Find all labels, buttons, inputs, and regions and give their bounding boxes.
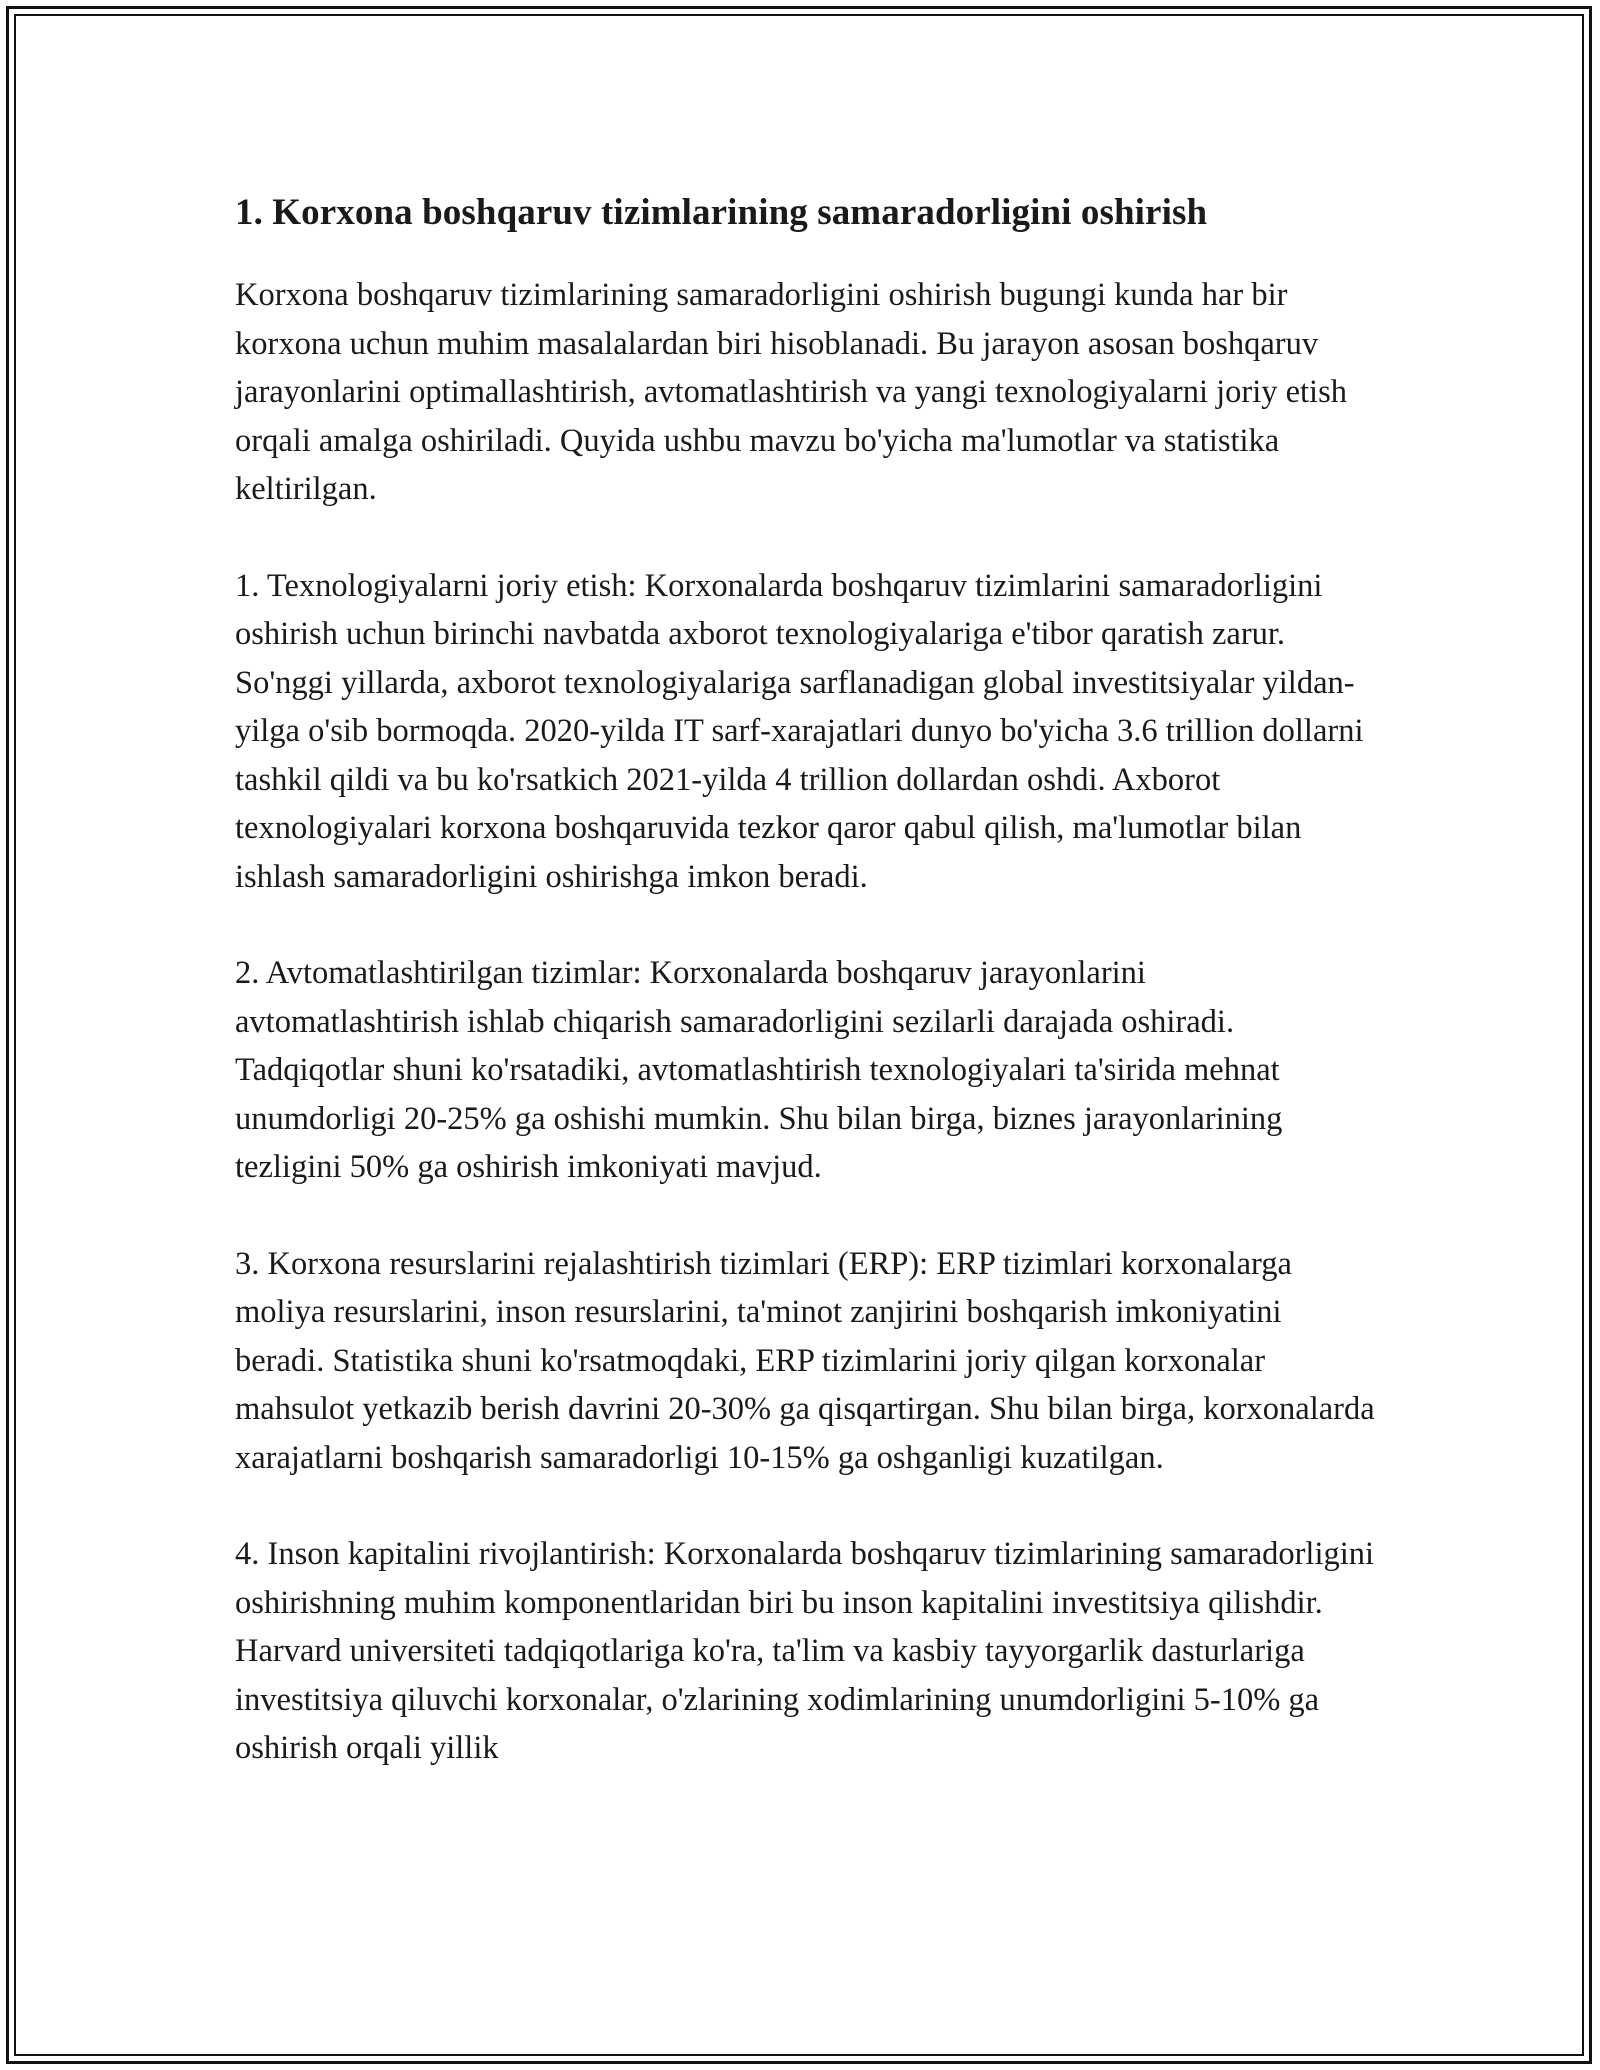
paragraph-human-capital: 4. Inson kapitalini rivojlantirish: Korxonalarda boshqaruv tizimlarining samaradorligini oshirishning muhim komponentlaridan biri bu inson kapitalini investitsiya qilishdir. Harvard universiteti tadqiqotlariga ko'ra, ta'lim va kasbiy tayyorgarlik dasturlariga investitsiya qiluvchi korxonalar, o'zlarining xodimlarining unumdorligini 5-10% ga oshirish orqali yillik [235, 1536, 1375, 1766]
paragraph-automation: 2. Avtomatlashtirilgan tizimlar: Korxonalarda boshqaruv jarayonlarini avtomatlashtirish ishlab chiqarish samaradorligini sezilarli darajada oshiradi. Tadqiqotlar shuni ko'rsatadiki, avtomatlashtirish texnologiyalari ta'sirida mehnat unumdorligi 20-25% ga oshishi mumkin. Shu bilan birga, biznes jarayonlarining tezligini 50% ga oshirish imkoniyati mavjud. [235, 955, 1283, 1185]
section-heading: 1. Korxona boshqaruv tizimlarining samaradorligini oshirish [235, 192, 1208, 233]
paragraph-erp: 3. Korxona resurslarini rejalashtirish tizimlari (ERP): ERP tizimlari korxonalarga moliya resurslarini, inson resurslarini, ta'minot zanjirini boshqarish imkoniyatini beradi. Statistika shuni ko'rsatmoqdaki, ERP tizimlarini joriy qilgan korxonalar mahsulot yetkazib berish davrini 20-30% ga qisqartirgan. Shu bilan birga, korxonalarda xarajatlarni boshqarish samaradorligi 10-15% ga oshganligi kuzatilgan. [235, 1245, 1375, 1476]
intro-paragraph: Korxona boshqaruv tizimlarining samaradorligini oshirish bugungi kunda har bir korxona uchun muhim masalalardan biri hisoblanadi. Bu jarayon asosan boshqaruv jarayonlarini optimallashtirish, avtomatlashtirish va yangi texnologiyalarni joriy etish orqali amalga oshiriladi. Quyida ushbu mavzu bo'yicha ma'lumotlar va statistika keltirilgan. [235, 277, 1347, 507]
document-page [235, 185, 1375, 1821]
paragraph-technologies: 1. Texnologiyalarni joriy etish: Korxonalarda boshqaruv tizimlarini samaradorligini oshirish uchun birinchi navbatda axborot texnologiyalariga e'tibor qaratish zarur. So'nggi yillarda, axborot texnologiyalariga sarflanadigan global investitsiyalar yildan-yilga o'sib bormoqda. 2020-yilda IT sarf-xarajatlari dunyo bo'yicha 3.6 trillion dollarni tashkil qildi va bu ko'rsatkich 2021-yilda 4 trillion dollardan oshdi. Axborot texnologiyalari korxona boshqaruvida tezkor qaror qabul qilish, ma'lumotlar bilan ishlash samaradorligini oshirishga imkon beradi. [235, 567, 1364, 895]
